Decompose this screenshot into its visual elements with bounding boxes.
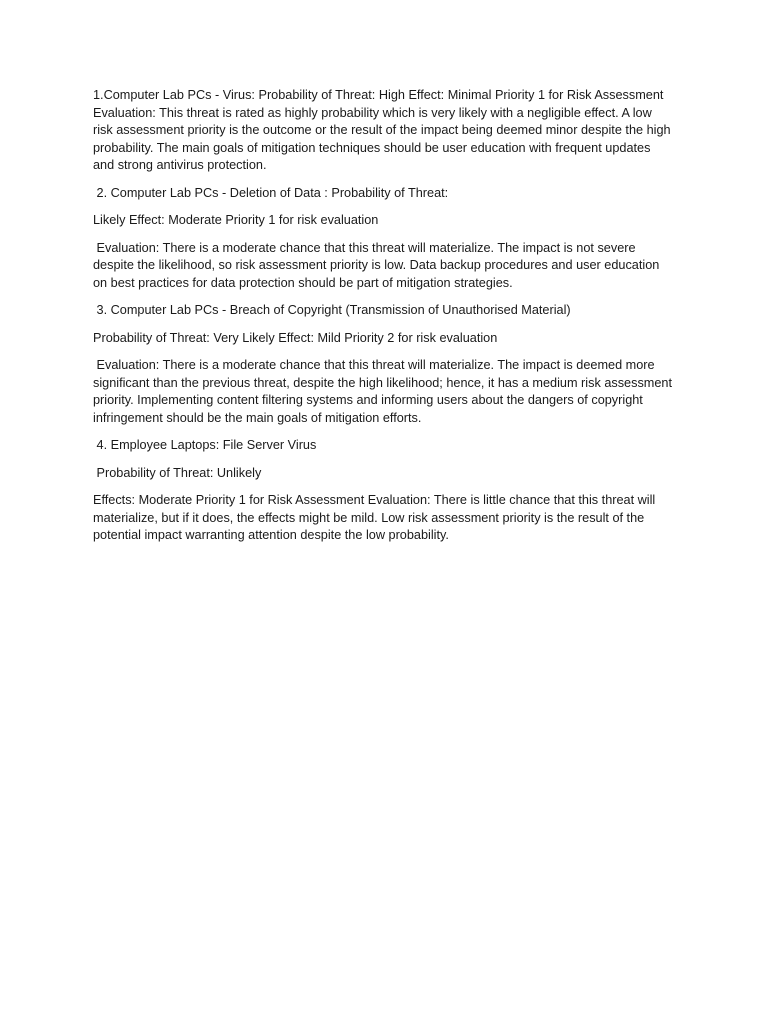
paragraph-threat-2-effect: Likely Effect: Moderate Priority 1 for risk evaluation: [93, 213, 379, 227]
paragraph-threat-4-probability: Probability of Threat: Unlikely: [93, 465, 262, 480]
document-page: [93, 87, 675, 555]
paragraph-threat-3-heading: 3. Computer Lab PCs - Breach of Copyright (Transmission of Unauthorised Material): [93, 303, 571, 317]
paragraph-threat-2-heading: 2. Computer Lab PCs - Deletion of Data : Probability of Threat:: [93, 185, 449, 200]
paragraph-threat-3-evaluation: Evaluation: There is a moderate chance that this threat will materialize. The impact is deemed more significant than the previous threat, despite the high likelihood; hence, it has a medium risk assessment priority. Implementing content filtering systems and informing users about the dangers of copyright infringement should be the main goals of mitigation efforts.: [93, 358, 676, 425]
paragraph-threat-4-effects: Effects: Moderate Priority 1 for Risk Assessment Evaluation: There is little chance that this threat will materialize, but if it does, the effects might be mild. Low risk assessment priority is the result of the potential impact warranting attention despite the low probability.: [93, 493, 659, 542]
paragraph-threat-4-heading: 4. Employee Laptops: File Server Virus: [93, 438, 317, 452]
paragraph-threat-3-probability: Probability of Threat: Very Likely Effect: Mild Priority 2 for risk evaluation: [93, 330, 498, 345]
paragraph-threat-1: 1.Computer Lab PCs - Virus: Probability of Threat: High Effect: Minimal Priority 1 for Risk Assessment Evaluation: This threat is rated as highly probability which is very likely with a negligible effect. A low risk assessment priority is the outcome or the result of the impact being deemed minor despite the high probability. The main goals of mitigation techniques should be user education with frequent updates and strong antivirus protection.: [93, 88, 675, 172]
paragraph-threat-2-evaluation: Evaluation: There is a moderate chance that this threat will materialize. The impact is not severe despite the likelihood, so risk assessment priority is low. Data backup procedures and user education on best practices for data protection should be part of mitigation strategies.: [93, 240, 663, 290]
